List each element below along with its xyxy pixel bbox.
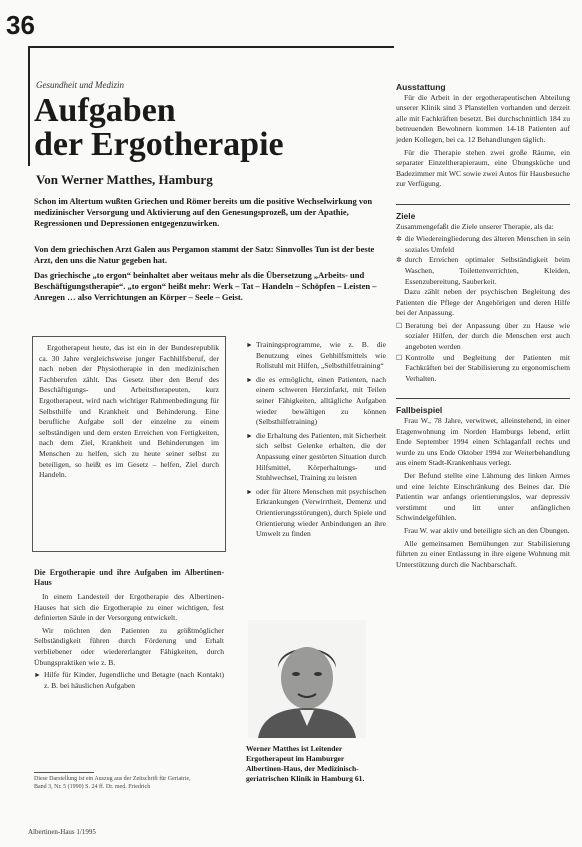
footnote-rule — [34, 772, 94, 773]
right-paragraph-2: Für die Therapie stehen zwei große Räume, ein separater Einzeltherapieraum, eine Übungsküche und Badezimmer mit WC sowie zwei Autos für Hausbesuche zur Verfügung. — [396, 147, 570, 189]
section-kicker: Gesundheit und Medizin — [36, 80, 124, 90]
bullet-text: oder für ältere Menschen mit psychischen Erkrankungen (Verwirrtheit, Demenz und Orientierungsstörungen), durch Spiele und Orientierung wieder Anbindungen an ihre Umwelt zu finden — [255, 486, 386, 539]
lead-paragraph-2: Von dem griechischen Arzt Galen aus Pergamon stammt der Satz: Sinnvolles Tun ist der beste Arzt, den uns die Natur gegeben hat. — [34, 244, 375, 265]
star-bullet-icon: ✲ — [396, 235, 402, 244]
column-1-intro — [32, 336, 226, 552]
bullet-arrow-icon: ► — [246, 487, 253, 496]
ziele-paragraph: Dazu zählt neben der psychischen Begleitung des Patienten die Pflege der Angehörigen und deren Hilfe bei der Anpassung. — [396, 287, 570, 318]
page-number: 36 — [6, 10, 35, 40]
title-line-2: der Ergotherapie — [34, 126, 284, 163]
col2-bullet-1 — [246, 340, 386, 372]
col1-paragraph-2: In einem Landesteil der Ergotherapie des Albertinen-Hauses hat sich die Ergotherapie zu einer wichtigen, fest definierten Säule in der Versorgung entwickelt. — [34, 592, 224, 623]
col1-subhead: Die Ergotherapie und ihre Aufgaben im Albertinen-Haus — [34, 568, 224, 587]
col2-bullet-4 — [246, 487, 386, 540]
photo-caption: Werner Matthes ist Leitender Ergotherapeut im Hamburger Albertinen-Haus, der Medizinisch-geriatrischen Klinik in Hamburg 61. — [246, 744, 365, 783]
column-2-body — [246, 340, 386, 540]
heading-fallbeispiel: Fallbeispiel — [396, 405, 443, 416]
checkbox-bullet-icon: ☐ — [396, 321, 403, 330]
bullet-arrow-icon: ► — [246, 375, 253, 384]
bullet-text: die es ermöglicht, einen Patienten, nach einem schweren Herzinfarkt, mit Teilen seiner Fähigkeiten, alltägliche Aufgaben wieder bewältigen zu können (Selbsthilfetraining) — [255, 374, 386, 427]
lead-paragraph-1: Schon im Altertum wußten Griechen und Römer bereits um die positive Wechselwirkung von medizinischer Versorgung und Aktivierung auf den Genesungsprozeß, um der Apathie, Regressionen und Depressionen entgegenzuwirken. — [34, 196, 373, 228]
lead-paragraph-3: Das griechische „to ergon“ beinhaltet aber weitaus mehr als die Übersetzung „Arbeits- und Beschäftigungstherapie“. „to ergon“ heißt mehr: Werk – Tat – Handeln – Schöpfen – Leisten – Anregen … also Verrichtungen an Körper – Seele – Geist. — [34, 270, 377, 302]
page-footer: Albertinen-Haus 1/1995 — [28, 828, 96, 836]
col1-paragraph: Ergotherapeut heute, das ist ein in der Bundesrepublik ca. 30 Jahre vergleichsweise junger Fachhilfsberuf, der nach neben der Physiotherapie in den medizinischen Fachberufen zählt. Das Gesetz über den Beruf des Beschäftigungs- und Arbeitstherapeuten, kurz Ergotherapeut, wird nach wichtiger Rahmenbedingung für Selbsthilfe und Krankheit und Behinderung. Eine berufliche Aufgabe soll der einzelne zu einem selbständigen und dem ersten Erreichen von Fertigkeiten, nach dem Ziel, Krankheit und Behinderungen im Menschen zu helfen, sich zu heute seiner selbst zu beteiligen, so heißt es im Gesetz – helfen, Ziel durch Handeln. — [39, 343, 219, 480]
footnote: Diese Darstellung ist ein Auszug aus der Zeitschrift für Geriatrie, Band 3, Nr. 5 (1990) S. 24 ff. Dr. med. Friedrich — [34, 776, 191, 790]
bullet-text: durch Erreichen optimaler Selbständigkeit beim Waschen, Toilettenverrichten, Kleiden, Essenzubereitung, Sauberkeit. — [404, 255, 570, 286]
header-rule — [28, 46, 394, 48]
bullet-text: die Erhaltung des Patienten, mit Sicherheit sich selbst Gelenke erhalten, die der Anpassung einer gestörten Situation durch Hilfsmittel, Körperhaltungs- und Stuhlwechsel, Training zu leisten — [255, 430, 386, 483]
col2-bullet-3 — [246, 431, 386, 484]
bullet-text: die Wiedereingliederung des älteren Menschen in sein soziales Umfeld — [404, 234, 570, 254]
col1-paragraph-3: Wir möchten den Patienten zu größtmöglicher Selbständigkeit führen durch Förderung und Erhalt verbliebener oder wiedererlangter Fähigkeiten, durch Übungspraktiken wie z. B. — [34, 625, 224, 667]
fall-paragraph-4: Alle gemeinsamen Bemühungen zur Stabilisierung führten zu einer Entlassung in ihre eigene Wohnung mit Unterstützung durch die Nachbarschaft. — [396, 538, 570, 569]
ziele-intro: Zusammengefaßt die Ziele unserer Therapie, als da: — [396, 221, 554, 231]
section-rule — [396, 398, 570, 399]
column-1-body — [34, 566, 224, 691]
bullet-text: Kontrolle und Begleitung der Patienten mit Fachkräften bei der Stabilisierung zu ergonomischem Verhalten. — [405, 352, 570, 383]
title-line-1: Aufgaben — [34, 92, 176, 129]
heading-ausstattung: Ausstattung — [396, 82, 446, 92]
fall-paragraph-3: Frau W. war aktiv und beteiligte sich an den Übungen. — [404, 525, 570, 535]
ziele-bullet-3 — [396, 321, 570, 353]
fall-paragraph-1: Frau W., 78 Jahre, verwitwet, alleinstehend, in einer Etagenwohnung im Norden Hamburgs lebend, erlitt Ende September 1994 einen Schlaganfall rechts und wurde zu uns Ende Oktober 1994 zur Weiterbehandlung aus einem Stadt-Krankenhaus verlegt. — [396, 416, 570, 468]
article-title — [34, 94, 284, 162]
col2-bullet-2 — [246, 375, 386, 428]
author-line: Von Werner Matthes, Hamburg — [36, 172, 213, 187]
bullet-arrow-icon: ► — [246, 431, 253, 440]
title-rule — [28, 46, 30, 166]
ziele-bullet-1 — [396, 234, 570, 255]
ziele-bullet-4 — [396, 353, 570, 385]
bullet-arrow-icon: ► — [34, 671, 41, 680]
bullet-text: Trainingsprogramme, wie z. B. die Benutzung eines Gehhilfsmittels wie Rollstuhl mit Hilfen, „Selbsthilfetraining“ — [255, 340, 386, 371]
heading-ziele: Ziele — [396, 210, 416, 221]
col1-bullet — [34, 670, 224, 691]
bullet-arrow-icon: ► — [246, 341, 253, 349]
bullet-text: Beratung bei der Anpassung über zu Hause wie sozialer Hilfen, der durch die Menschen erst auch angeboten werden — [405, 320, 570, 352]
author-photo — [248, 620, 366, 738]
checkbox-bullet-icon: ☐ — [396, 353, 403, 362]
ziele-bullet-2 — [396, 255, 570, 287]
star-bullet-icon: ✲ — [396, 256, 402, 265]
right-paragraph-1: Für die Arbeit in der ergotherapeutischen Abteilung unserer Klinik sind 3 Planstellen vorhanden und derzeit alle mit Fachkräften besetzt. Bei durchschnittlich 184 zu betreuenden Bewohnern kommen 14-18 Patienten auf jeden Kollegen, bei ca. 12 Behandlungen täglich. — [396, 92, 570, 144]
right-column — [396, 82, 570, 572]
bullet-text: Hilfe für Kinder, Jugendliche und Betagte (nach Kontakt) z. B. bei häuslichen Aufgaben — [43, 670, 224, 690]
fall-paragraph-2: Der Befund stellte eine Lähmung des linken Armes und eine leichte Einschränkung des Beines dar. Die Patientin war anfangs orientierungslos, war depressiv verstimmt und litt unter anfänglichen Schwindelgefühlen. — [396, 471, 570, 523]
section-rule — [396, 204, 570, 205]
